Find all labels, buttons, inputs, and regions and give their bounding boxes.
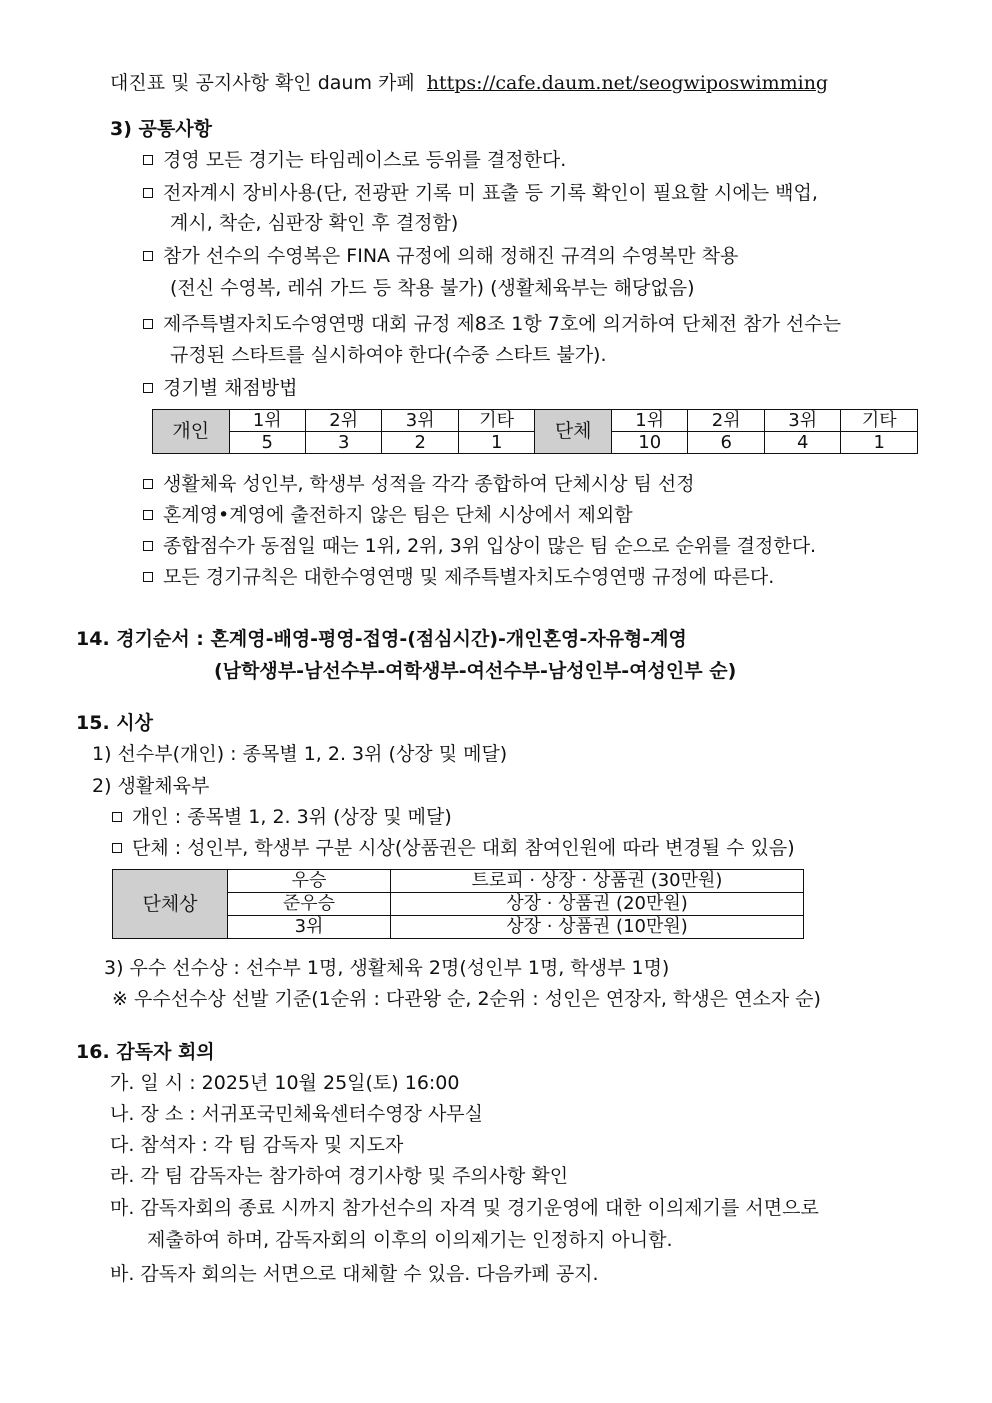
- section16-heading: 16. 감독자 회의: [76, 1041, 215, 1063]
- meeting-item: 라. 각 팀 감독자는 참가하여 경기사항 및 주의사항 확인: [110, 1165, 569, 1187]
- score-table: [152, 409, 918, 454]
- section15-heading: 15. 시상: [76, 712, 153, 734]
- common-item: [143, 502, 633, 528]
- meeting-item: 바. 감독자 회의는 서면으로 대체할 수 있음. 다음카페 공지.: [110, 1263, 599, 1285]
- individual-point: 1: [458, 432, 534, 454]
- award-prize: 상장 · 상품권 (20만원): [391, 893, 804, 916]
- common-item-cont: (전신 수영복, 레쉬 가드 등 착용 불가) (생활체육부는 해당없음): [170, 277, 695, 299]
- common-item-text: 혼계영•계영에 출전하지 않은 팀은 단체 시상에서 제외함: [163, 504, 633, 526]
- award-prize: 상장 · 상품권 (10만원): [391, 916, 804, 939]
- checkbox-icon: [112, 843, 122, 853]
- award-line-text: 단체 : 성인부, 학생부 구분 시상(상품권은 대회 참여인원에 따라 변경될 수 있음): [132, 837, 795, 859]
- common-item-text: 종합점수가 동점일 때는 1위, 2위, 3위 입상이 많은 팀 순으로 순위를 결정한다.: [163, 535, 817, 557]
- checkbox-icon: [143, 319, 153, 329]
- notice-line: [110, 70, 828, 96]
- team-point: 6: [688, 432, 764, 454]
- common-item-cont: 계시, 착순, 심판장 확인 후 결정함): [170, 212, 459, 234]
- award-prize: 트로피 · 상장 · 상품권 (30만원): [391, 870, 804, 893]
- cafe-link[interactable]: https://cafe.daum.net/seogwiposwimming: [426, 72, 829, 94]
- award-line: 3) 우수 선수상 : 선수부 1명, 생활체육 2명(성인부 1명, 학생부 1명): [104, 957, 670, 979]
- checkbox-icon: [143, 188, 153, 198]
- common-item-text: 전자계시 장비사용(단, 전광판 기록 미 표출 등 기록 확인이 필요할 시에는 백업,: [163, 182, 818, 204]
- award-table-label: 단체상: [113, 870, 228, 939]
- rank-header: 기타: [458, 410, 534, 432]
- common-item-cont: 규정된 스타트를 실시하여야 한다(수중 스타트 불가).: [170, 344, 607, 366]
- individual-label: 개인: [153, 410, 230, 454]
- common-item: [143, 311, 841, 337]
- award-rank: 3위: [228, 916, 391, 939]
- award-rank: 준우승: [228, 893, 391, 916]
- checkbox-icon: [143, 572, 153, 582]
- individual-point: 2: [382, 432, 458, 454]
- common-item-text: 경영 모든 경기는 타임레이스로 등위를 결정한다.: [163, 149, 567, 171]
- common-item-text: 경기별 채점방법: [163, 377, 298, 399]
- meeting-item: 나. 장 소 : 서귀포국민체육센터수영장 사무실: [110, 1103, 484, 1125]
- checkbox-icon: [143, 383, 153, 393]
- award-note: ※ 우수선수상 선발 기준(1순위 : 다관왕 순, 2순위 : 성인은 연장자, 학생은 연소자 순): [112, 988, 821, 1010]
- individual-point: 3: [305, 432, 381, 454]
- team-label: 단체: [535, 410, 612, 454]
- common-item: [143, 147, 566, 173]
- award-table: [112, 869, 804, 939]
- checkbox-icon: [143, 479, 153, 489]
- team-point: 4: [764, 432, 840, 454]
- award-rank: 우승: [228, 870, 391, 893]
- individual-point: 5: [229, 432, 305, 454]
- meeting-item: 마. 감독자회의 종료 시까지 참가선수의 자격 및 경기운영에 대한 이의제기를 서면으로: [110, 1197, 819, 1219]
- meeting-item: 가. 일 시 : 2025년 10월 25일(토) 16:00: [110, 1072, 460, 1094]
- section14-line2: (남학생부-남선수부-여학생부-여선수부-남성인부-여성인부 순): [214, 660, 737, 682]
- rank-header: 2위: [305, 410, 381, 432]
- notice-text: 대진표 및 공지사항 확인 daum 카페: [110, 72, 415, 94]
- rank-header: 1위: [229, 410, 305, 432]
- common-item: [143, 375, 298, 401]
- common-item-text: 제주특별자치도수영연맹 대회 규정 제8조 1항 7호에 의거하여 단체전 참가 선수는: [163, 313, 841, 335]
- rank-header: 2위: [688, 410, 764, 432]
- rank-header: 3위: [382, 410, 458, 432]
- checkbox-icon: [143, 510, 153, 520]
- award-line: [112, 835, 795, 861]
- checkbox-icon: [143, 155, 153, 165]
- checkbox-icon: [143, 251, 153, 261]
- rank-header: 1위: [611, 410, 688, 432]
- award-line: [112, 804, 452, 830]
- common-item: [143, 564, 774, 590]
- common-heading: 3) 공통사항: [110, 118, 212, 140]
- section14-line1: 14. 경기순서 : 혼계영-배영-평영-접영-(점심시간)-개인혼영-자유형-계영: [76, 628, 687, 650]
- common-item: [143, 471, 695, 497]
- common-item: [143, 180, 818, 206]
- award-line: 2) 생활체육부: [92, 775, 210, 797]
- meeting-item: 다. 참석자 : 각 팀 감독자 및 지도자: [110, 1134, 404, 1156]
- award-line: 1) 선수부(개인) : 종목별 1, 2. 3위 (상장 및 메달): [92, 743, 508, 765]
- common-item-text: 생활체육 성인부, 학생부 성적을 각각 종합하여 단체시상 팀 선정: [163, 473, 695, 495]
- common-item-text: 모든 경기규칙은 대한수영연맹 및 제주특별자치도수영연맹 규정에 따른다.: [163, 566, 775, 588]
- common-item: [143, 243, 738, 269]
- checkbox-icon: [143, 541, 153, 551]
- rank-header: 3위: [764, 410, 840, 432]
- common-item-text: 참가 선수의 수영복은 FINA 규정에 의해 정해진 규격의 수영복만 착용: [163, 245, 739, 267]
- common-item: [143, 533, 816, 559]
- team-point: 1: [841, 432, 918, 454]
- rank-header: 기타: [841, 410, 918, 432]
- team-point: 10: [611, 432, 688, 454]
- award-line-text: 개인 : 종목별 1, 2. 3위 (상장 및 메달): [132, 806, 452, 828]
- checkbox-icon: [112, 812, 122, 822]
- meeting-item-cont: 제출하여 하며, 감독자회의 이후의 이의제기는 인정하지 아니함.: [147, 1229, 673, 1251]
